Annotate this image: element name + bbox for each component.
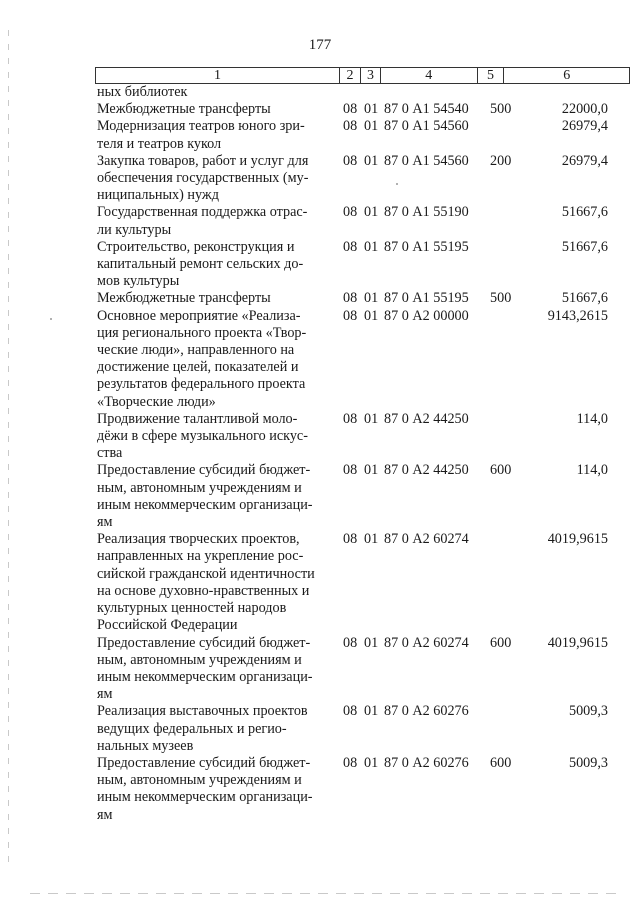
row-name: Реализация выставочных проектов ведущих федеральных и регио- нальных музеев bbox=[97, 703, 308, 754]
row-amount: 26979,4 bbox=[561, 118, 608, 135]
table-header bbox=[95, 67, 630, 84]
row-name: Государственная поддержка отрас- ли культуры bbox=[97, 204, 308, 238]
row-target-code: 87 0 А1 55190 bbox=[384, 204, 469, 221]
row-name: Предоставление субсидий бюджет- ным, автономным учреждениям и иным некоммерческим организаци- ям bbox=[97, 634, 313, 703]
row-target-code: 87 0 А1 54560 bbox=[384, 152, 469, 169]
row-subsection: 01 bbox=[364, 152, 379, 169]
row-name: Предоставление субсидий бюджет- ным, автономным учреждениям и иным некоммерческим организаци- ям bbox=[97, 462, 313, 531]
row-expense-type: 500 bbox=[490, 290, 512, 307]
table-row bbox=[97, 118, 630, 152]
row-subsection: 01 bbox=[364, 462, 379, 479]
table-row bbox=[97, 290, 630, 307]
row-subsection: 01 bbox=[364, 410, 379, 427]
table-row bbox=[97, 204, 630, 238]
row-amount: 9143,2615 bbox=[547, 307, 608, 324]
row-amount: 4019,9615 bbox=[547, 531, 608, 548]
table-row bbox=[97, 635, 630, 704]
row-target-code: 87 0 А2 00000 bbox=[384, 307, 469, 324]
table-body bbox=[97, 84, 630, 824]
row-target-code: 87 0 А1 55195 bbox=[384, 238, 469, 255]
row-name: Реализация творческих проектов, направленных на укрепление рос- сийской гражданской идентичности на основе духовно-нравственных и культурных ценностей народов Российской Федерации bbox=[97, 531, 315, 634]
row-target-code: 87 0 А1 55195 bbox=[384, 290, 469, 307]
row-section: 08 bbox=[343, 238, 358, 255]
row-target-code: 87 0 А2 60274 bbox=[384, 634, 469, 651]
scan-edge-bottom bbox=[30, 893, 620, 894]
row-subsection: 01 bbox=[364, 307, 379, 324]
row-amount: 4019,9615 bbox=[547, 634, 608, 651]
row-name: Межбюджетные трансферты bbox=[97, 290, 271, 307]
row-subsection: 01 bbox=[364, 238, 379, 255]
row-amount: 5009,3 bbox=[568, 703, 608, 720]
row-target-code: 87 0 А1 54540 bbox=[384, 101, 469, 118]
row-name: Строительство, реконструкция и капитальный ремонт сельских до- мов культуры bbox=[97, 238, 304, 290]
row-amount: 5009,3 bbox=[568, 754, 608, 771]
table-row bbox=[97, 531, 630, 634]
row-expense-type bbox=[490, 531, 516, 634]
row-section: 08 bbox=[343, 307, 358, 324]
row-expense-type: 500 bbox=[490, 101, 512, 118]
row-section: 08 bbox=[343, 462, 358, 479]
row-name: Продвижение талантливой моло- дёжи в сфере музыкального искус- ства bbox=[97, 410, 308, 462]
row-subsection: 01 bbox=[364, 531, 379, 548]
row-target-code: 87 0 А2 60276 bbox=[384, 703, 469, 720]
header-col-5: 5 bbox=[478, 68, 505, 83]
row-expense-type bbox=[490, 118, 516, 152]
row-subsection: 01 bbox=[364, 634, 379, 651]
table-row bbox=[97, 755, 630, 824]
row-amount bbox=[516, 84, 608, 101]
row-amount: 114,0 bbox=[576, 410, 608, 427]
row-expense-type bbox=[490, 308, 516, 411]
row-name: Предоставление субсидий бюджет- ным, автономным учреждениям и иным некоммерческим организаци- ям bbox=[97, 754, 313, 823]
row-section: 08 bbox=[343, 634, 358, 651]
row-section: 08 bbox=[343, 754, 358, 771]
header-col-2: 2 bbox=[340, 68, 361, 83]
row-expense-type: 600 bbox=[490, 754, 512, 771]
row-section: 08 bbox=[343, 703, 358, 720]
row-section bbox=[343, 84, 364, 101]
row-target-code: 87 0 А2 44250 bbox=[384, 462, 469, 479]
header-col-1: 1 bbox=[96, 68, 340, 83]
scan-speck bbox=[50, 318, 52, 320]
header-col-6: 6 bbox=[563, 68, 571, 83]
row-section: 08 bbox=[343, 290, 358, 307]
row-target-code: 87 0 А2 44250 bbox=[384, 410, 469, 427]
header-col-4: 4 bbox=[381, 68, 478, 83]
row-subsection: 01 bbox=[364, 204, 379, 221]
row-section: 08 bbox=[343, 152, 358, 169]
table-row bbox=[97, 703, 630, 755]
row-expense-type: 600 bbox=[490, 462, 512, 479]
row-expense-type bbox=[490, 239, 516, 291]
row-name: Закупка товаров, работ и услуг для обеспечения государственных (му- ниципальных) нужд bbox=[97, 152, 309, 204]
row-name: ных библиотек bbox=[97, 84, 188, 100]
scan-edge-left bbox=[8, 30, 9, 870]
row-target-code: 87 0 А1 54560 bbox=[384, 118, 469, 135]
table-row bbox=[97, 153, 630, 205]
row-amount: 51667,6 bbox=[561, 290, 608, 307]
row-name: Межбюджетные трансферты bbox=[97, 101, 271, 118]
table-row bbox=[97, 101, 630, 118]
row-name: Основное мероприятие «Реализа- ция регионального проекта «Твор- ческие люди», направленного на достижение целей, показателей и результатов федерального проекта «Творческие люди» bbox=[97, 307, 307, 410]
row-section: 08 bbox=[343, 118, 358, 135]
table-row bbox=[97, 84, 630, 101]
row-amount: 22000,0 bbox=[561, 101, 608, 118]
row-expense-type: 600 bbox=[490, 634, 512, 651]
row-expense-type bbox=[490, 703, 516, 755]
table-row bbox=[97, 308, 630, 411]
row-expense-type bbox=[490, 411, 516, 463]
row-expense-type bbox=[490, 84, 516, 101]
row-section: 08 bbox=[343, 204, 358, 221]
row-name: Модернизация театров юного зри- теля и театров кукол bbox=[97, 118, 305, 152]
row-amount: 51667,6 bbox=[561, 238, 608, 255]
row-expense-type bbox=[490, 204, 516, 238]
row-amount: 26979,4 bbox=[561, 152, 608, 169]
row-amount: 51667,6 bbox=[561, 204, 608, 221]
row-subsection: 01 bbox=[364, 754, 379, 771]
table-row bbox=[97, 239, 630, 291]
table-row bbox=[97, 411, 630, 463]
row-target-code bbox=[384, 84, 490, 101]
row-subsection: 01 bbox=[364, 290, 379, 307]
row-section: 08 bbox=[343, 101, 358, 118]
row-expense-type: 200 bbox=[490, 152, 512, 169]
row-subsection: 01 bbox=[364, 101, 379, 118]
row-subsection: 01 bbox=[364, 703, 379, 720]
row-target-code: 87 0 А2 60276 bbox=[384, 754, 469, 771]
header-col-3: 3 bbox=[361, 68, 381, 83]
row-section: 08 bbox=[343, 531, 358, 548]
row-section: 08 bbox=[343, 410, 358, 427]
row-subsection: 01 bbox=[364, 118, 379, 135]
row-subsection bbox=[364, 84, 384, 101]
page-number: 177 bbox=[308, 37, 332, 53]
table-row bbox=[97, 462, 630, 531]
row-target-code: 87 0 А2 60274 bbox=[384, 531, 469, 548]
row-amount: 114,0 bbox=[576, 462, 608, 479]
